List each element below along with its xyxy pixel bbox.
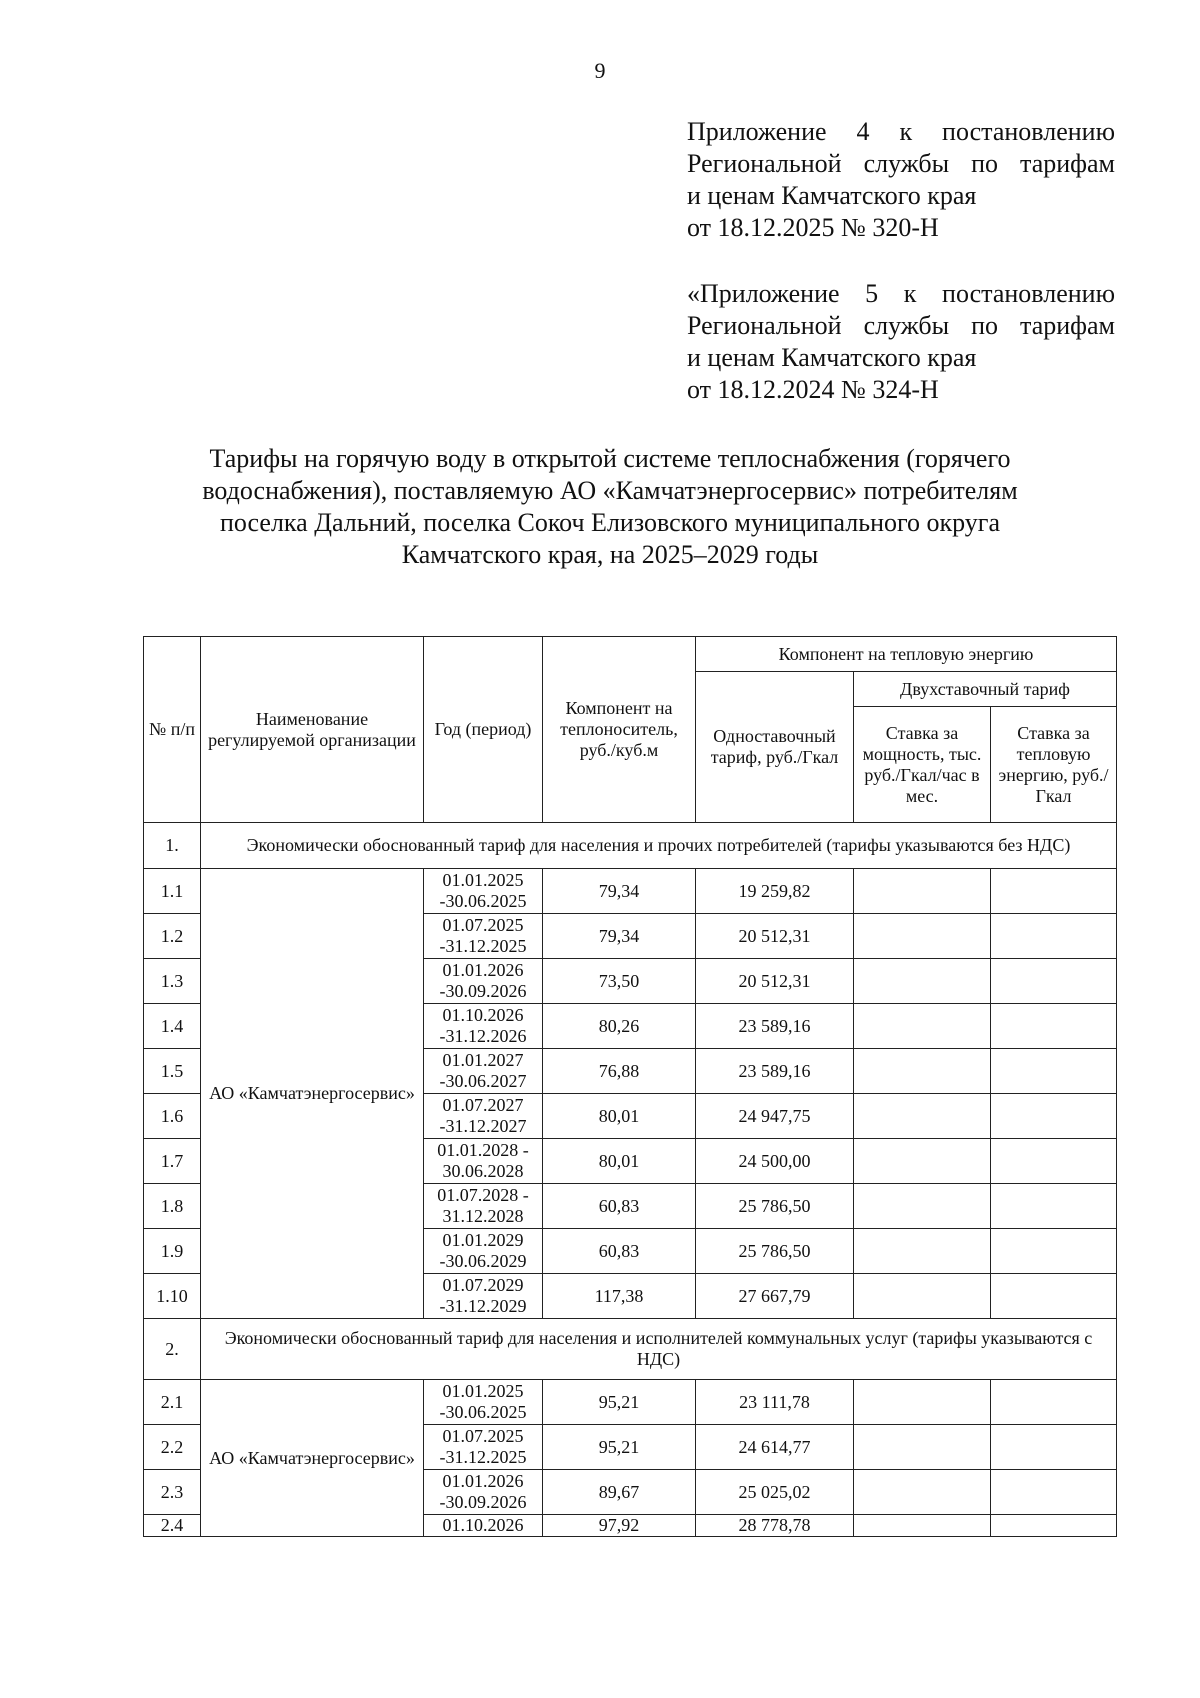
title-line: поселка Дальний, поселка Сокоч Елизовского муниципального округа (220, 508, 1000, 537)
table-row (144, 869, 1117, 914)
carrier-value: 89,67 (543, 1470, 696, 1515)
single-rate-value: 23 589,16 (696, 1049, 854, 1094)
header-organization: Наименование регулируемой организации (201, 637, 424, 823)
period-start: 01.01.2027 (442, 1050, 524, 1070)
row-num: 1.9 (144, 1229, 201, 1274)
header-two-rate-group: Двухставочный тариф (854, 672, 1117, 707)
section-num: 1. (144, 823, 201, 869)
energy-rate-value (991, 959, 1117, 1004)
period-end: 30.06.2028 (442, 1161, 524, 1181)
section-title: Экономически обоснованный тариф для населения и исполнителей коммунальных услуг (тарифы указываются с НДС) (201, 1319, 1117, 1380)
period-cell (424, 1380, 543, 1425)
header-capacity-rate: Ставка за мощность, тыс. руб./Гкал/час в мес. (854, 707, 991, 823)
period-cell (424, 1274, 543, 1319)
table-row (144, 1380, 1117, 1425)
capacity-rate-value (854, 914, 991, 959)
carrier-value: 73,50 (543, 959, 696, 1004)
period-start: 01.10.2026 (442, 1005, 524, 1025)
organization-cell: АО «Камчатэнергосервис» (201, 1380, 424, 1537)
row-num: 2.1 (144, 1380, 201, 1425)
appendix-current-line: Региональной службы по тарифам (687, 149, 1115, 178)
header-period: Год (период) (424, 637, 543, 823)
single-rate-value: 20 512,31 (696, 959, 854, 1004)
header-thermal-energy-group: Компонент на тепловую энергию (696, 637, 1117, 672)
row-num: 1.7 (144, 1139, 201, 1184)
appendix-amended-line: «Приложение 5 к постановлению (687, 279, 1115, 308)
title-line: Камчатского края, на 2025–2029 годы (401, 540, 819, 569)
appendix-amended-header (687, 278, 1115, 406)
header-single-rate: Одноставочный тариф, руб./Гкал (696, 672, 854, 823)
row-num: 2.2 (144, 1425, 201, 1470)
single-rate-value: 25 786,50 (696, 1184, 854, 1229)
capacity-rate-value (854, 1229, 991, 1274)
period-cell (424, 1094, 543, 1139)
single-rate-value: 20 512,31 (696, 914, 854, 959)
period-start: 01.01.2026 (442, 1471, 524, 1491)
single-rate-value: 25 786,50 (696, 1229, 854, 1274)
period-end: -30.09.2026 (439, 1492, 527, 1512)
title-line: Тарифы на горячую воду в открытой системе теплоснабжения (горячего (209, 444, 1011, 473)
row-num: 1.5 (144, 1049, 201, 1094)
period-end: -31.12.2027 (439, 1116, 527, 1136)
carrier-value: 80,01 (543, 1139, 696, 1184)
appendix-current-line: Приложение 4 к постановлению (687, 117, 1115, 146)
capacity-rate-value (854, 1274, 991, 1319)
carrier-value: 97,92 (543, 1515, 696, 1537)
single-rate-value: 23 111,78 (696, 1380, 854, 1425)
energy-rate-value (991, 1094, 1117, 1139)
carrier-value: 95,21 (543, 1380, 696, 1425)
appendix-current-header (687, 116, 1115, 244)
energy-rate-value (991, 1470, 1117, 1515)
energy-rate-value (991, 869, 1117, 914)
energy-rate-value (991, 1139, 1117, 1184)
period-cell (424, 1229, 543, 1274)
single-rate-value: 24 947,75 (696, 1094, 854, 1139)
period-end: -31.12.2025 (439, 936, 527, 956)
period-start: 01.07.2027 (442, 1095, 524, 1115)
energy-rate-value (991, 1049, 1117, 1094)
carrier-value: 80,01 (543, 1094, 696, 1139)
capacity-rate-value (854, 1094, 991, 1139)
period-cell (424, 1184, 543, 1229)
capacity-rate-value (854, 959, 991, 1004)
row-num: 1.3 (144, 959, 201, 1004)
carrier-value: 79,34 (543, 869, 696, 914)
period-start: 01.07.2025 (442, 915, 524, 935)
energy-rate-value (991, 1229, 1117, 1274)
row-num: 1.2 (144, 914, 201, 959)
title-line: водоснабжения), поставляемую АО «Камчатэнергосервис» потребителям (202, 476, 1018, 505)
period-cell (424, 1004, 543, 1049)
single-rate-value: 23 589,16 (696, 1004, 854, 1049)
capacity-rate-value (854, 1004, 991, 1049)
period-end: -31.12.2029 (439, 1296, 527, 1316)
energy-rate-value (991, 1515, 1117, 1537)
period-cell (424, 959, 543, 1004)
row-num: 1.8 (144, 1184, 201, 1229)
capacity-rate-value (854, 1425, 991, 1470)
appendix-amended-line: от 18.12.2024 № 324-Н (687, 375, 939, 404)
period-start: 01.07.2028 - (437, 1185, 529, 1205)
period-cell (424, 1425, 543, 1470)
period-start: 01.07.2025 (442, 1426, 524, 1446)
energy-rate-value (991, 1274, 1117, 1319)
carrier-value: 95,21 (543, 1425, 696, 1470)
single-rate-value: 24 500,00 (696, 1139, 854, 1184)
capacity-rate-value (854, 1184, 991, 1229)
period-end: -31.12.2025 (439, 1447, 527, 1467)
period-end: -31.12.2026 (439, 1026, 527, 1046)
period-end: -30.06.2029 (439, 1251, 527, 1271)
header-energy-rate: Ставка за тепловую энергию, руб./Гкал (991, 707, 1117, 823)
single-rate-value: 24 614,77 (696, 1425, 854, 1470)
capacity-rate-value (854, 1139, 991, 1184)
period-cell (424, 1049, 543, 1094)
energy-rate-value (991, 1004, 1117, 1049)
period-start: 01.01.2025 (442, 1381, 524, 1401)
section-title: Экономически обоснованный тариф для населения и прочих потребителей (тарифы указываются без НДС) (201, 823, 1117, 869)
carrier-value: 117,38 (543, 1274, 696, 1319)
row-num: 2.4 (144, 1515, 201, 1537)
section-row (144, 823, 1117, 869)
row-num: 1.10 (144, 1274, 201, 1319)
row-num: 2.3 (144, 1470, 201, 1515)
period-start: 01.07.2029 (442, 1275, 524, 1295)
period-start: 01.01.2025 (442, 870, 524, 890)
period-end: 31.12.2028 (442, 1206, 524, 1226)
period-start: 01.10.2026 (442, 1515, 524, 1535)
period-end: -30.06.2025 (439, 891, 527, 911)
capacity-rate-value (854, 1380, 991, 1425)
row-num: 1.6 (144, 1094, 201, 1139)
carrier-value: 60,83 (543, 1229, 696, 1274)
appendix-current-line: и ценам Камчатского края (687, 181, 977, 210)
period-cell (424, 1515, 543, 1537)
tariff-table (143, 636, 1117, 1537)
row-num: 1.4 (144, 1004, 201, 1049)
header-num: № п/п (144, 637, 201, 823)
period-cell (424, 914, 543, 959)
capacity-rate-value (854, 869, 991, 914)
period-cell (424, 1470, 543, 1515)
period-start: 01.01.2029 (442, 1230, 524, 1250)
single-rate-value: 25 025,02 (696, 1470, 854, 1515)
period-start: 01.01.2026 (442, 960, 524, 980)
carrier-value: 79,34 (543, 914, 696, 959)
document-title (150, 443, 1070, 571)
section-num: 2. (144, 1319, 201, 1380)
single-rate-value: 19 259,82 (696, 869, 854, 914)
carrier-value: 60,83 (543, 1184, 696, 1229)
header-carrier-component: Компонент на теплоноситель, руб./куб.м (543, 637, 696, 823)
capacity-rate-value (854, 1515, 991, 1537)
period-start: 01.01.2028 - (437, 1140, 529, 1160)
appendix-amended-line: и ценам Камчатского края (687, 343, 977, 372)
page-number: 9 (594, 58, 606, 83)
organization-cell: АО «Камчатэнергосервис» (201, 869, 424, 1319)
carrier-value: 80,26 (543, 1004, 696, 1049)
section-row (144, 1319, 1117, 1380)
capacity-rate-value (854, 1049, 991, 1094)
period-end: -30.09.2026 (439, 981, 527, 1001)
energy-rate-value (991, 1380, 1117, 1425)
carrier-value: 76,88 (543, 1049, 696, 1094)
period-cell (424, 1139, 543, 1184)
appendix-amended-line: Региональной службы по тарифам (687, 311, 1115, 340)
single-rate-value: 27 667,79 (696, 1274, 854, 1319)
energy-rate-value (991, 1184, 1117, 1229)
period-cell (424, 869, 543, 914)
energy-rate-value (991, 1425, 1117, 1470)
period-end: -30.06.2027 (439, 1071, 527, 1091)
single-rate-value: 28 778,78 (696, 1515, 854, 1537)
capacity-rate-value (854, 1470, 991, 1515)
appendix-current-line: от 18.12.2025 № 320-Н (687, 213, 939, 242)
energy-rate-value (991, 914, 1117, 959)
period-end: -30.06.2025 (439, 1402, 527, 1422)
row-num: 1.1 (144, 869, 201, 914)
